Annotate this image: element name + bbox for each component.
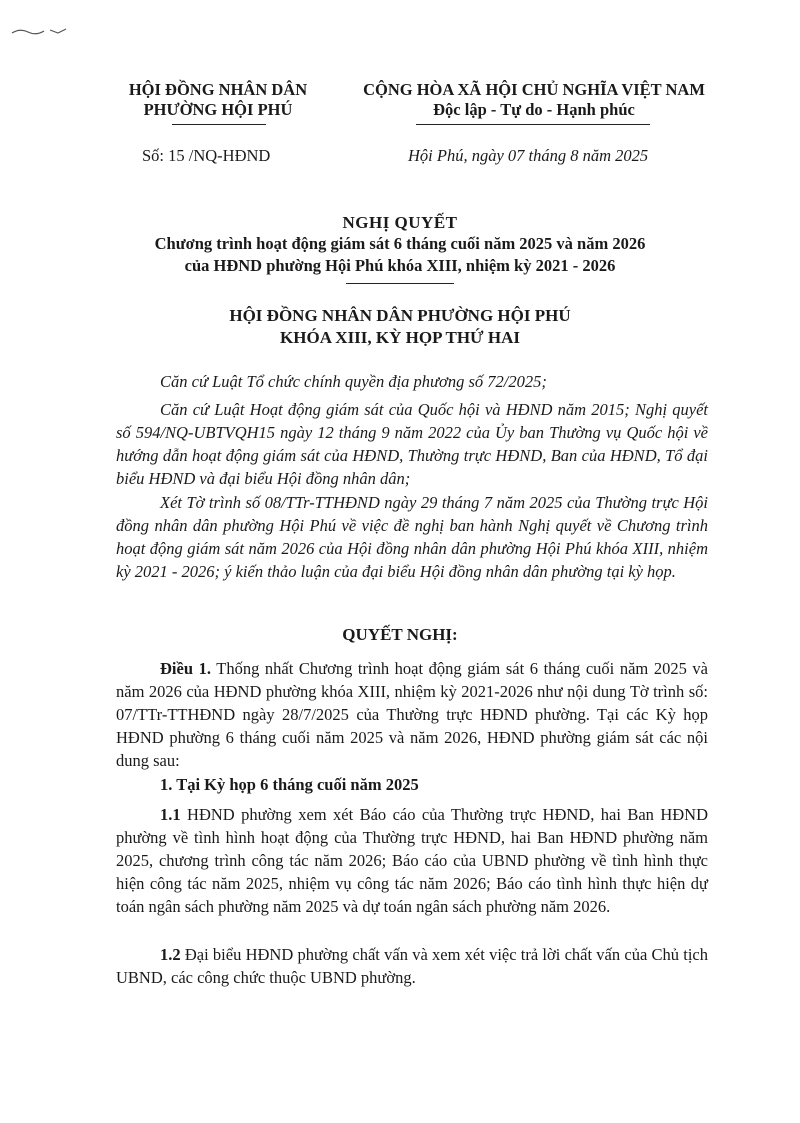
issuer-line-1: HỘI ĐỒNG NHÂN DÂN PHƯỜNG HỘI PHÚ xyxy=(229,306,571,325)
item-1-2-label: 1.2 xyxy=(160,945,181,964)
item-1-2-paragraph xyxy=(116,943,708,989)
nation-line-1: CỘNG HÒA XÃ HỘI CHỦ NGHĨA VIỆT NAM xyxy=(363,80,705,99)
place-date: Hội Phú, ngày 07 tháng 8 năm 2025 xyxy=(408,146,649,165)
basis-paragraph-3: Xét Tờ trình số 08/TTr-TTHĐND ngày 29 tháng 7 năm 2025 của Thường trực Hội đồng nhân dân phường Hội Phú về việc đề nghị ban hành Nghị quyết về Chương trình hoạt động giám sát năm 2026 của Hội đồng nhân dân phường Hội Phú khóa XIII, nhiệm kỳ 2021 - 2026; ý kiến thảo luận của đại biểu Hội đồng nhân dân phường tại kỳ họp. xyxy=(116,493,708,581)
section-1-heading: 1. Tại Kỳ họp 6 tháng cuối năm 2025 xyxy=(160,775,419,794)
document-subtitle xyxy=(80,233,720,277)
council-line-2: PHƯỜNG HỘI PHÚ xyxy=(143,100,293,119)
article-1-text: Thống nhất Chương trình hoạt động giám sát 6 tháng cuối năm 2025 và năm 2026 của HĐND phường khóa XIII, nhiệm kỳ 2021-2026 như nội dung Tờ trình số: 07/TTr-TTHĐND ngày 28/7/2025 của Thường trực HĐND phường. Tại các Kỳ họp HĐND phường 6 tháng cuối năm 2025 và năm 2026, HĐND phường giám sát các nội dung sau: xyxy=(116,659,708,770)
council-line-1: HỘI ĐỒNG NHÂN DÂN xyxy=(128,80,308,99)
article-1-label: Điều 1. xyxy=(160,659,211,678)
title-underline xyxy=(346,283,454,284)
document-number: Số: 15 /NQ-HĐND xyxy=(142,146,271,165)
basis-paragraph-1: Căn cứ Luật Tổ chức chính quyền địa phương số 72/2025; xyxy=(160,372,547,391)
article-1-paragraph xyxy=(116,657,708,772)
nation-line-2: Độc lập - Tự do - Hạnh phúc xyxy=(433,100,635,119)
issuer-block xyxy=(100,305,700,349)
subtitle-line-2: của HĐND phường Hội Phú khóa XIII, nhiệm kỳ 2021 - 2026 xyxy=(184,256,616,275)
item-1-2-text: Đại biểu HĐND phường chất vấn và xem xét việc trả lời chất vấn của Chủ tịch UBND, các công chức thuộc UBND phường. xyxy=(116,945,708,987)
item-1-1-text: HĐND phường xem xét Báo cáo của Thường trực HĐND, hai Ban HĐND phường về tình hình hoạt động của Thường trực HĐND, hai Ban HĐND phường năm 2025, chương trình công tác năm 2026; Báo cáo của UBND phường về tình hình thực hiện công tác năm 2025, nhiệm vụ công tác năm 2026; Báo cáo tình hình thực hiện dự toán ngân sách phường năm 2025 và dự toán ngân sách phường năm 2026. xyxy=(116,805,708,916)
document-type: NGHỊ QUYẾT xyxy=(342,213,458,232)
council-name-block xyxy=(118,80,318,120)
basis-paragraph-2: Căn cứ Luật Hoạt động giám sát của Quốc hội và HĐND năm 2015; Nghị quyết số 594/NQ-UBTVQH15 ngày 12 tháng 9 năm 2022 của Ủy ban Thường vụ Quốc hội về hướng dẫn hoạt động giám sát của HĐND, Thường trực HĐND, Ban của HĐND, Tổ đại biểu HĐND và đại biểu Hội đồng nhân dân; xyxy=(116,400,708,488)
council-underline xyxy=(172,124,266,125)
resolve-heading: QUYẾT NGHỊ: xyxy=(342,625,458,644)
nation-motto-block xyxy=(334,80,734,120)
item-1-1-label: 1.1 xyxy=(160,805,181,824)
scan-artifact-mark xyxy=(10,24,70,38)
subtitle-line-1: Chương trình hoạt động giám sát 6 tháng cuối năm 2025 và năm 2026 xyxy=(154,234,646,253)
issuer-line-2: KHÓA XIII, KỲ HỌP THỨ HAI xyxy=(280,328,520,347)
item-1-1-paragraph xyxy=(116,803,708,918)
motto-underline xyxy=(416,124,650,125)
